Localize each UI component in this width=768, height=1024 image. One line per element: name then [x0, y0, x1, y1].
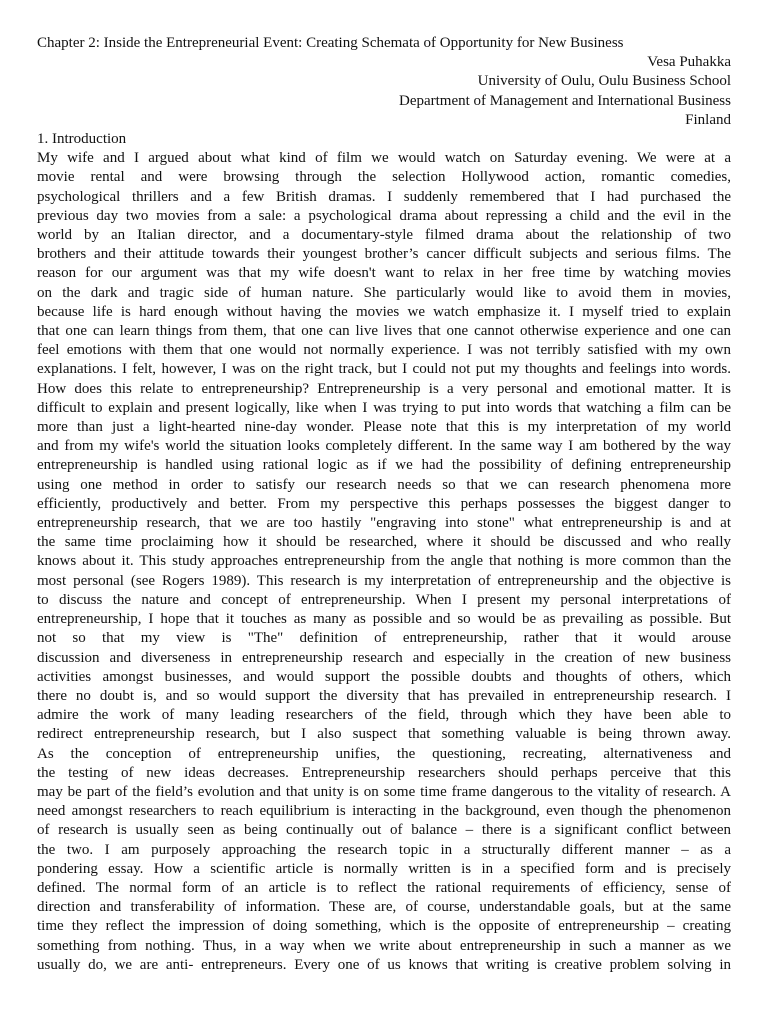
body-line: entrepreneurship research, that we are too hastily "engraving into stone" what entrepreneurship is and at	[37, 515, 731, 532]
body-line: How does this relate to entrepreneurship? Entrepreneurship is a very personal and emotional matter. It is	[37, 380, 731, 397]
body-line: brothers and their attitude towards their youngest brother’s cancer difficult subjects and serious films. The	[37, 246, 731, 263]
body-line: more than just a light-hearted nine-day wonder. Please note that this is my interpretation of my world	[37, 419, 731, 436]
document-page	[37, 34, 731, 975]
body-line: activities amongst businesses, and would support the possible doubts and thoughts of others, which	[37, 668, 731, 685]
body-line: may be part of the field’s evolution and that unity is on some time frame dangerous to the vitality of research. A	[37, 783, 731, 800]
body-line: discussion and diverseness in entrepreneurship research and especially in the creation of new business	[37, 649, 731, 666]
body-line: entrepreneurship is handled using rational logic as if we had the possibility of defining entrepreneurship	[37, 457, 731, 474]
body-line: that one can learn things from them, that one can live lives that one cannot otherwise experience and one can	[37, 323, 731, 340]
body-line: world by an Italian director, and a documentary-style filmed drama about the relationship of two	[37, 227, 731, 244]
body-line: on the dark and tragic side of human nature. She particularly would like to avoid them in movies,	[37, 284, 731, 301]
body-line: something from nothing. Thus, in a way when we write about entrepreneurship in such a manner as we	[37, 937, 731, 954]
body-line: As the conception of entrepreneurship unifies, the questioning, recreating, alternativeness and	[37, 745, 731, 762]
body-line: usually do, we are anti- entrepreneurs. Every one of us knows that writing is creative problem solving in	[37, 956, 731, 973]
author-name: Vesa Puhakka	[647, 54, 731, 71]
body-line: explanations. I felt, however, I was on the right track, but I could not put my thoughts and feelings into words.	[37, 361, 731, 378]
body-line: and from my wife's world the situation looks completely different. In the same way I am bothered by the way	[37, 438, 731, 455]
body-line: pondering essay. How a scientific article is normally written is in a specified form and is precisely	[37, 860, 731, 877]
body-line: My wife and I argued about what kind of film we would watch on Saturday evening. We were at a	[37, 150, 731, 167]
body-line: time they reflect the impression of doing something, which is the opposite of entrepreneurship – creating	[37, 918, 731, 935]
section-heading: 1. Introduction	[37, 131, 127, 148]
body-line: of research is usually seen as being continually out of balance – there is a significant conflict between	[37, 822, 731, 839]
body-line: there no doubt is, and so would support the diversity that has prevailed in entrepreneurship research. I	[37, 687, 731, 704]
body-text	[37, 149, 731, 975]
body-line: the testing of new ideas decreases. Entrepreneurship researchers should perhaps perceive that this	[37, 764, 731, 781]
body-line: to discuss the nature and concept of entrepreneurship. When I present my personal interpretations of	[37, 591, 731, 608]
body-line: defined. The normal form of an article is to reflect the rational requirements of efficiency, sense of	[37, 879, 731, 896]
body-line: efficiently, productively and better. From my perspective this perhaps possesses the biggest danger to	[37, 495, 731, 512]
body-line: admire the work of many leading researchers of the field, through which they have been able to	[37, 707, 731, 724]
body-line: feel emotions with them that one would not normally experience. I was not terribly satisfied with my own	[37, 342, 731, 359]
body-line: using one method in order to satisfy our research needs so that we can research phenomena more	[37, 476, 731, 493]
body-line: difficult to explain and present logically, like when I was trying to put into words that watching a film can be	[37, 399, 731, 416]
body-line: direction and transferability of information. These are, of course, understandable goals, but at the same	[37, 899, 731, 916]
body-line: movie rental and were browsing through the selection Hollywood action, romantic comedies,	[37, 169, 731, 186]
body-line: knows about it. This study approaches entrepreneurship from the angle that nothing is more common than the	[37, 553, 731, 570]
author-university: University of Oulu, Oulu Business School	[477, 73, 731, 90]
body-line: the same time proclaiming how it should be researched, where it should be discussed and who really	[37, 534, 731, 551]
body-line: not so that my view is "The" definition of entrepreneurship, rather that it would arouse	[37, 630, 731, 647]
body-line: previous day two movies from a sale: a psychological drama about repressing a child and the evil in the	[37, 207, 731, 224]
body-line: entrepreneurship, I hope that it touches as many as possible and so would be as prevailing as possible. But	[37, 611, 731, 628]
author-country: Finland	[685, 111, 731, 128]
body-line: because life is hard enough without having the movies we watch emphasize it. I myself tried to explain	[37, 303, 731, 320]
body-line: redirect entrepreneurship research, but I also suspect that something valuable is being thrown away.	[37, 726, 731, 743]
author-department: Department of Management and International Business	[399, 92, 731, 109]
chapter-title: Chapter 2: Inside the Entrepreneurial Event: Creating Schemata of Opportunity for New Business	[37, 35, 624, 51]
body-line: need amongst researchers to reach equilibrium is interacting in the background, even though the phenomenon	[37, 803, 731, 820]
body-line: the two. I am purposely approaching the research topic in a structurally different manner – as a	[37, 841, 731, 858]
body-line: psychological thrillers and a few British dramas. I suddenly remembered that I had purchased the	[37, 188, 731, 205]
body-line: reason for our argument was that my wife doesn't want to relax in her free time by watching movies	[37, 265, 731, 282]
body-line: most personal (see Rogers 1989). This research is my interpretation of entrepreneurship and the objective is	[37, 572, 731, 589]
